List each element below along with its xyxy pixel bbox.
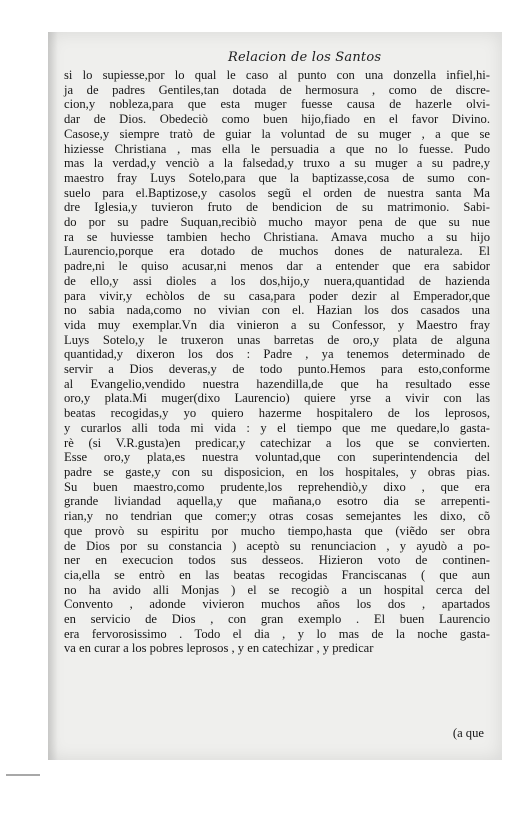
catchword: (a que <box>452 726 484 740</box>
book-page <box>48 32 502 760</box>
text-line: si lo supiesse,por lo qual le caso al punto con una donzella infiel,hi- <box>64 68 490 82</box>
text-line: que provò su espiritu por mucho tiempo,hasta que (viẽdo ser obra <box>64 523 490 538</box>
text-line: suelo para el.Baptizose,y casolos segũ el orden de nuestra santa Ma <box>64 185 490 200</box>
text-line: Convento , adonde vivieron muchos años los dos , apartados <box>64 597 490 612</box>
text-line: rian,y no tendrian que comer;y otras cosas semejantes les dixo, cõ <box>64 509 490 524</box>
text-line: quantidad,y dixeron los dos : Padre , ya tenemos determinado de <box>64 347 490 362</box>
text-line: oro,y plata.Mi muger(dixo Laurencio) quiere yrse a vivir con las <box>64 391 490 406</box>
scan-edge-mark <box>6 774 40 776</box>
text-line: ra se huviesse tambien hecho Christiana. Amava mucho a su hijo <box>64 229 490 244</box>
text-line: no sabia nada,como no vivian con el. Hazian los dos casados una <box>64 303 490 318</box>
text-line: Casose,y siempre tratò de guiar la voluntad de su muger , a que se <box>64 126 490 141</box>
text-line: padre,ni le quiso acusar,ni menos dar a entender que era sabidor <box>64 259 490 274</box>
text-line: era fervorosissimo . Todo el dia , y lo mas de la noche gasta- <box>64 626 490 641</box>
text-line: cia,ella se entrò en las beatas recogidas Franciscanas ( que aun <box>64 567 490 582</box>
text-line: beatas recogidas,y yo quiero hazerme hospitalero de los leprosos, <box>64 406 490 421</box>
text-line: Su buen maestro,como prudente,los reprehendiò,y dixo , que era <box>64 479 490 494</box>
text-line: de Dios por su constancia ) aceptò su renunciacion , y ayudò a po- <box>64 538 490 553</box>
text-line: hiziesse Christiana , mas ella le persuadia a que no lo fuesse. Pudo <box>64 141 490 156</box>
text-line: no ha avido alli Monjas ) el se recogiò a un hospital cerca del <box>64 582 490 597</box>
running-head: Relacion de los Santos <box>228 50 382 65</box>
text-line: Laurencio,porque era dotado de muchos dones de naturaleza. El <box>64 244 490 259</box>
text-line: servir a Dios deveras,y de todo punto.Hemos para esto,conforme <box>64 362 490 377</box>
text-line: ner en execucion todos sus desseos. Hizieron voto de continen- <box>64 553 490 568</box>
text-line: maestro fray Luys Sotelo,para que la baptizasse,cosa de sumo con- <box>64 170 490 185</box>
text-line: grande liviandad aquella,y que mañana,o esotro dia se arrepenti- <box>64 494 490 509</box>
text-line: rè (si V.R.gusta)en predicar,y catechizar a los que se convierten. <box>64 435 490 450</box>
text-line: padre se gaste,y con su disposicion, en los hospitales, y obras pias. <box>64 464 490 479</box>
text-line: dar de Dios. Obedeciò como buen hijo,fiado en el favor Divino. <box>64 112 490 127</box>
text-line: mas la verdad,y venciò a la falsedad,y truxo a su muger a su padre,y <box>64 156 490 171</box>
text-line: cion,y nobleza,para que esta muger fuesse causa de hazerle olvi- <box>64 97 490 112</box>
text-line: dre Iglesia,y tuvieron fruto de bendicion de su matrimonio. Sabi- <box>64 200 490 215</box>
text-line: en servicio de Dios , con gran exemplo . El buen Laurencio <box>64 612 490 627</box>
text-line: ja de padres Gentiles,tan dotada de hermosura , como de discre- <box>64 82 490 97</box>
body-text <box>64 68 490 656</box>
text-line: vida muy exemplar.Vn dia vinieron a su Confessor, y Maestro fray <box>64 317 490 332</box>
text-line: Luys Sotelo,y le truxeron unas barretas de oro,y plata de alguna <box>64 332 490 347</box>
text-line: de ello,y assi dioles a los dos,hijo,y nuera,quantidad de hazienda <box>64 273 490 288</box>
text-line: y curarlos alli toda mi vida : y el tiempo que me quedare,lo gasta- <box>64 420 490 435</box>
text-line: Esse oro,y plata,es nuestra voluntad,que con superintendencia del <box>64 450 490 465</box>
text-line: do por su padre Suquan,recibiò mucho mayor pena de que su nue <box>64 215 490 230</box>
text-line: al Evangelio,vendido nuestra hazendilla,de que ha resultado esse <box>64 376 490 391</box>
text-line: va en curar a los pobres leprosos , y en catechizar , y predicar <box>64 641 374 656</box>
text-line: para vivir,y echòlos de su casa,para poder dezir al Emperador,que <box>64 288 490 303</box>
